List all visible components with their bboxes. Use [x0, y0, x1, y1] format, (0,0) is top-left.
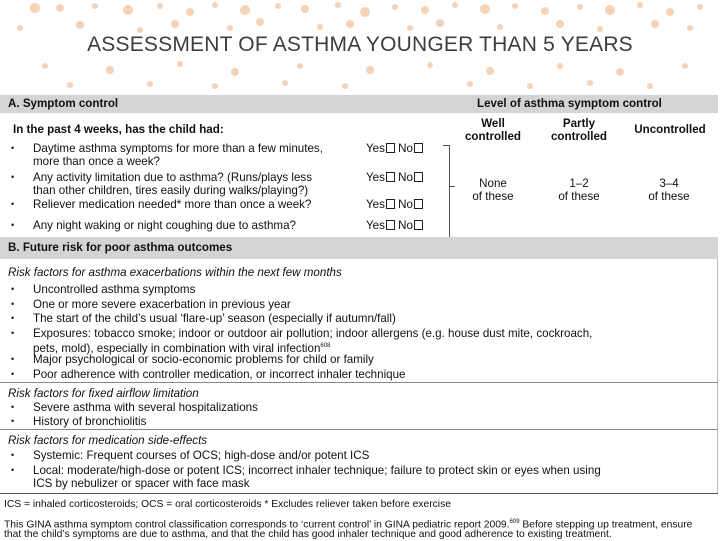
yes-checkbox[interactable] [386, 199, 395, 209]
yes-checkbox[interactable] [386, 143, 395, 153]
column-partly-controlled [536, 117, 622, 143]
well-controlled-value [450, 177, 536, 203]
partly-controlled-value [536, 177, 622, 203]
no-label: No [398, 171, 413, 184]
risk-item: Poor adherence with controller medication, or incorrect inhaler technique [33, 368, 406, 381]
risk-item: Major psychological or socio-economic problems for child or family [33, 353, 374, 366]
no-label: No [398, 219, 413, 232]
items-bracket [443, 145, 450, 239]
symptom-item-2-line1: Any activity limitation due to asthma? (Runs/plays less [33, 171, 313, 184]
no-label: No [398, 198, 413, 211]
abbreviations-footnote: ICS = inhaled corticosteroids; OCS = oral corticosteroids * Excludes reliever taken before exercise [4, 499, 451, 510]
symptom-item-1-line2: more than once a week? [33, 155, 160, 168]
risk-fixed-airflow-title: Risk factors for fixed airflow limitation [8, 387, 199, 400]
uncontrolled-value [626, 177, 712, 203]
risk-item-text: pets, mold), especially in combination with viral infection [33, 341, 321, 355]
no-label: No [398, 142, 413, 155]
level-of-control-heading: Level of asthma symptom control [477, 97, 662, 110]
column-head-line1: Uncontrolled [634, 123, 706, 136]
value-line2: of these [558, 190, 600, 203]
yes-label: Yes [366, 171, 385, 184]
column-head-line2: controlled [464, 130, 522, 143]
symptom-item-2-line2: than other children, tires easily during walks/playing?) [33, 184, 309, 197]
yes-label: Yes [366, 219, 385, 232]
risk-item-continued: ICS by nebulizer or spacer with face mask [33, 477, 250, 490]
bullet: • [11, 143, 15, 153]
bullet: • [11, 465, 15, 475]
divider [0, 429, 718, 430]
divider [0, 382, 718, 383]
yes-label: Yes [366, 142, 385, 155]
bullet: • [11, 402, 15, 412]
divider [0, 493, 718, 494]
symptom-item-1-line1: Daytime asthma symptoms for more than a few minutes, [33, 142, 323, 155]
risk-side-effects-title: Risk factors for medication side-effects [8, 434, 208, 447]
column-head-line2: controlled [550, 130, 608, 143]
bullet: • [11, 450, 15, 460]
bullet: • [11, 328, 15, 338]
value-line1: 3–4 [659, 177, 679, 190]
bullet: • [11, 313, 15, 323]
section-a-header [0, 95, 718, 113]
past-4-weeks-question: In the past 4 weeks, has the child had: [13, 123, 224, 136]
symptom-item-3-answer [366, 198, 423, 211]
no-checkbox[interactable] [414, 199, 423, 209]
yes-checkbox[interactable] [386, 220, 395, 230]
bullet: • [11, 199, 15, 209]
value-line1: 1–2 [569, 177, 589, 190]
risk-item: Uncontrolled asthma symptoms [33, 283, 196, 296]
gina-footnote-line2: that the child’s symptoms are due to asthma, and that the child has good inhaler technique and good adherence to existing treatment. [4, 529, 612, 540]
bullet: • [11, 220, 15, 230]
symptom-item-3-line1: Reliever medication needed* more than once a week? [33, 198, 312, 211]
risk-exacerbations-title: Risk factors for asthma exacerbations within the next few months [8, 266, 342, 279]
yes-checkbox[interactable] [386, 172, 395, 182]
slide-title: ASSESSMENT OF ASTHMA YOUNGER THAN 5 YEARS [87, 33, 633, 56]
column-well-controlled [450, 117, 536, 143]
yes-label: Yes [366, 198, 385, 211]
symptom-item-4-answer [366, 219, 423, 232]
no-checkbox[interactable] [414, 172, 423, 182]
symptom-item-2-answer [366, 171, 423, 184]
column-head-line1: Well [481, 117, 505, 130]
assessment-document [0, 95, 720, 540]
risk-item: Exposures: tobacco smoke; indoor or outdoor air pollution; indoor allergens (e.g. house dust mite, cockroach, [33, 327, 593, 340]
section-b-header [0, 237, 718, 259]
risk-item: Severe asthma with several hospitalizations [33, 401, 258, 414]
section-b-heading: B. Future risk for poor asthma outcomes [8, 241, 233, 254]
bullet: • [11, 172, 15, 182]
bullet: • [11, 416, 15, 426]
reference-superscript: 609 [509, 519, 520, 525]
bullet: • [11, 354, 15, 364]
symptom-item-1-answer [366, 142, 423, 155]
risk-item: History of bronchiolitis [33, 415, 147, 428]
symptom-item-4-line1: Any night waking or night coughing due to asthma? [33, 219, 296, 232]
value-line1: None [479, 177, 507, 190]
risk-item: One or more severe exacerbation in previous year [33, 298, 291, 311]
reference-superscript: 608 [320, 343, 331, 349]
table-right-border [717, 259, 718, 493]
value-line2: of these [472, 190, 514, 203]
bullet: • [11, 299, 15, 309]
gina-note-tail: Before stepping up treatment, ensure [519, 519, 693, 531]
risk-item: Local: moderate/high-dose or potent ICS; incorrect inhaler technique; failure to protect skin or eyes when using [33, 464, 601, 477]
no-checkbox[interactable] [414, 220, 423, 230]
risk-item: The start of the child’s usual ‘flare-up’ season (especially if autumn/fall) [33, 312, 396, 325]
section-a-heading: A. Symptom control [8, 97, 119, 110]
risk-item: Systemic: Frequent courses of OCS; high-dose and/or potent ICS [33, 449, 370, 462]
gina-note-text: This GINA asthma symptom control classification corresponds to ‘current control’ in GINA pediatric report 2009. [4, 519, 510, 531]
bullet: • [11, 284, 15, 294]
column-uncontrolled [622, 123, 718, 136]
no-checkbox[interactable] [414, 143, 423, 153]
bullet: • [11, 369, 15, 379]
value-line2: of these [648, 190, 690, 203]
column-head-line1: Partly [562, 117, 596, 130]
